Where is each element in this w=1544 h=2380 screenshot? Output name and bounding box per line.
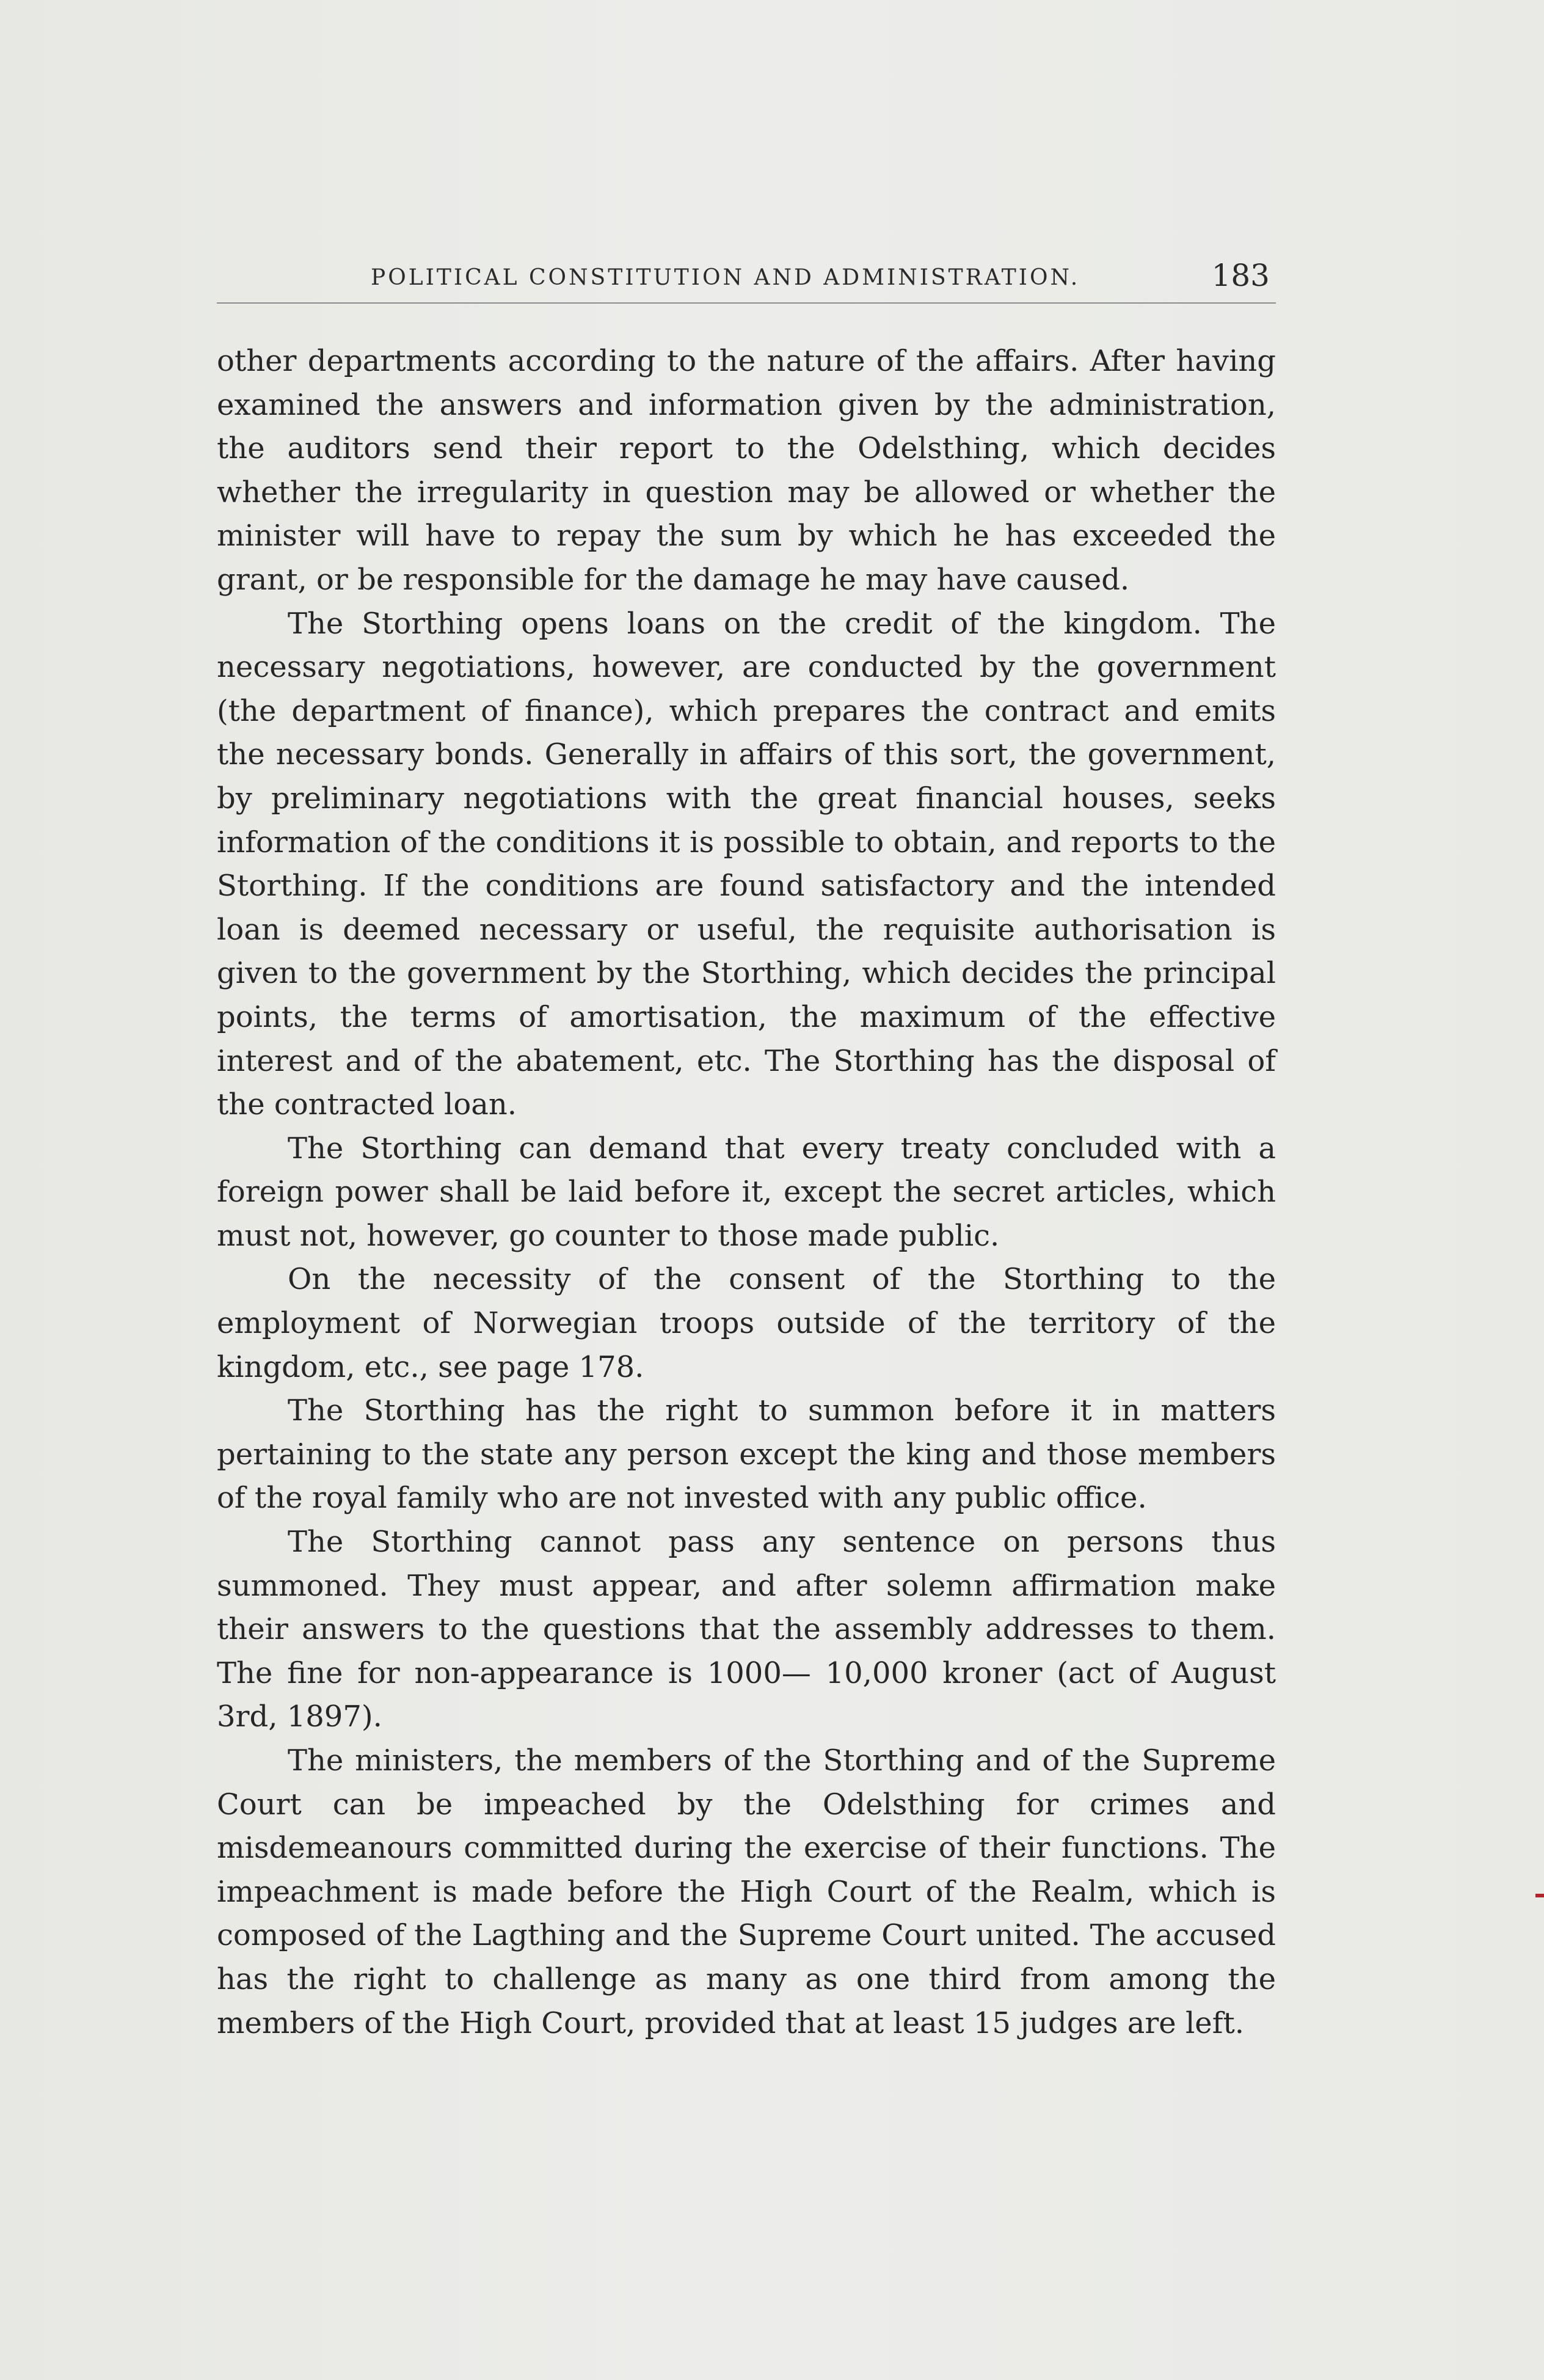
paragraph: The ministers, the members of the Storthing and of the Supreme Court can be impeached by the Odelsthing for crimes and misdemeanours committed during the exercise of their functions. The impeachment is made before the High Court of the Realm, which is composed of the Lagthing and the Supreme Court united. The accused has the right to challenge as many as one third from among the members of the High Court, provided that at least 15 judges are left. [217,1743,1276,2040]
page-number: 183 [1211,258,1270,293]
paragraph: The Storthing can demand that every treaty concluded with a foreign power shall be laid before it, except the secret articles, which must not, however, go counter to those made public. [217,1131,1276,1253]
paragraph: The Storthing opens loans on the credit of the kingdom. The necessary negotiations, however, are conducted by the government (the department of finance), which prepares the contract and emits the necessary bonds. Generally in affairs of this sort, the government, by preliminary negotiations with the great financial houses, seeks information of the conditions it is possible to obtain, and reports to the Storthing. If the conditions are found satisfactory and the intended loan is deemed necessary or useful, the requisite authorisation is given to the government by the Storthing, which decides the principal points, the terms of amortisation, the maximum of the effective interest and of the abatement, etc. The Storthing has the disposal of the contracted loan. [217,606,1276,1122]
paragraph: The Storthing cannot pass any sentence on persons thus summoned. They must appear, and after solemn affirmation make their answers to the questions that the assembly addresses to them. The fine for non-appearance is 1000— 10,000 kroner (act of August 3rd, 1897). [217,1525,1276,1734]
body-text [217,340,1276,2045]
paragraph: The Storthing has the right to summon before it in matters pertaining to the state any person except the king and those members of the royal family who are not invested with any public office. [217,1393,1276,1516]
running-head: POLITICAL CONSTITUTION AND ADMINISTRATION. [371,265,1080,290]
edge-mark [1535,1894,1544,1897]
page-header [217,257,1276,293]
header-rule [217,302,1276,304]
paragraph: other departments according to the nature of the affairs. After having examined the answers and information given by the administration, the auditors send their report to the Odelsthing, which decides whether the irregularity in question may be allowed or whether the minister will have to repay the sum by which he has exceeded the grant, or be responsible for the damage he may have caused. [217,344,1276,597]
paragraph: On the necessity of the consent of the Storthing to the employment of Norwegian troops outside of the territory of the kingdom, etc., see page 178. [217,1262,1276,1384]
